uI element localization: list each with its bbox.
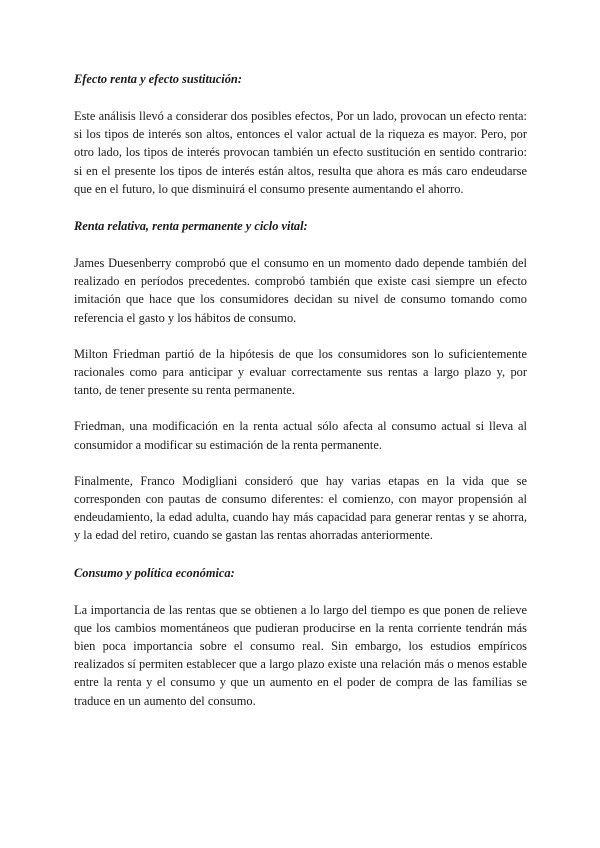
section-heading-politica-economica: Consumo y política económica: — [74, 565, 235, 580]
paragraph-friedman-modificacion: Friedman, una modificación en la renta actual sólo afecta al consumo actual si lleva al consumidor a modificar su estimación de la renta permanente. — [74, 419, 527, 452]
paragraph-duesenberry: James Duesenberry comprobó que el consumo en un momento dado depende también del realizado en períodos precedentes. comprobó también que existe casi siempre un efecto imitación que hace que los consumidores decidan su nivel de consumo tomando como referencia el gasto y los hábitos de consumo. — [74, 256, 527, 325]
section-heading-renta-relativa: Renta relativa, renta permanente y ciclo vital: — [74, 219, 308, 234]
paragraph-modigliani: Finalmente, Franco Modigliani consideró que hay varias etapas en la vida que se corresponden con pautas de consumo diferentes: el comienzo, con mayor propensión al endeudamiento, la edad adulta, cuando hay más capacidad para generar rentas y se ahorra, y la edad del retiro, cuando se gastan las rentas ahorradas anteriormente. — [74, 473, 527, 543]
section-heading-efecto-renta: Efecto renta y efecto sustitución: — [74, 72, 242, 86]
document-body — [74, 70, 527, 728]
paragraph-efecto-renta: Este análisis llevó a considerar dos posibles efectos, Por un lado, provocan un efecto renta: si los tipos de interés son altos, entonces el valor actual de la riqueza es mayor. Pero, por otro lado, los tipos de interés provocan también un efecto sustitución en sentido contrario: si en el presente los tipos de interés están altos, resulta que ahora es más caro endeudarse que en el futuro, lo que disminuirá el consumo presente aumentando el ahorro. — [74, 109, 527, 196]
paragraph-friedman-hipotesis: Milton Friedman partió de la hipótesis de que los consumidores son lo suficientemente racionales como para anticipar y evaluar correctamente sus rentas a largo plazo y, por tanto, de tener presente su renta permanente. — [74, 346, 527, 398]
paragraph-politica-economica: La importancia de las rentas que se obtienen a lo largo del tiempo es que ponen de relieve que los cambios momentáneos que pudieran producirse en la renta corriente tendrán más bien poca importancia sobre el consumo real. Sin embargo, los estudios empíricos realizados sí permiten establecer que a largo plazo existe una relación más o menos estable entre la renta y el consumo y que un aumento en el poder de compra de las familias se traduce en un aumento del consumo. — [74, 602, 527, 708]
